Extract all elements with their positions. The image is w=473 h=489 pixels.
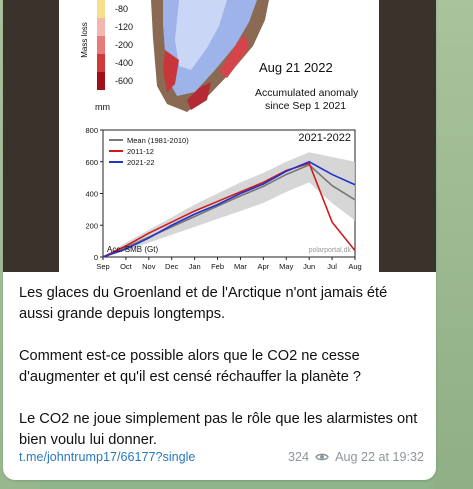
legend-tick: -400 — [115, 58, 134, 68]
post-link[interactable]: t.me/johntrump17/66177?single — [19, 450, 196, 464]
x-tick-label: Nov — [142, 262, 156, 271]
map-subtitle-2: since Sep 1 2021 — [265, 100, 347, 112]
x-tick-label: Oct — [120, 262, 132, 271]
caption-paragraph: Le CO2 ne joue simplement pas le rôle que les alarmistes ont bien voulu lui donner. — [19, 411, 418, 448]
chat-background-right — [433, 0, 473, 489]
y-tick-label: 0 — [93, 253, 98, 262]
y-tick-label: 200 — [85, 221, 98, 231]
x-tick-label: Feb — [211, 262, 225, 271]
post-caption — [19, 283, 424, 451]
x-tick-label: Aug — [348, 262, 362, 271]
legend-unit: mm — [95, 102, 110, 112]
figure-svg — [59, 0, 379, 272]
legend-label: 2011-12 — [127, 147, 154, 156]
caption-paragraph: Comment est-ce possible alors que le CO2 ne cesse d'augmenter et qu'il est censé réchauffer la planète ? — [19, 348, 361, 385]
legend-tick: -80 — [115, 4, 129, 14]
chart-title: 2021-2022 — [298, 132, 351, 144]
legend-label: 2021-22 — [127, 158, 155, 167]
message-card[interactable] — [3, 0, 436, 480]
post-image[interactable] — [3, 0, 436, 272]
y-tick-label: 800 — [85, 126, 98, 135]
view-count: 324 — [288, 450, 310, 464]
x-tick-label: Dec — [165, 262, 179, 271]
x-tick-label: Jul — [327, 262, 337, 271]
legend-swatch — [97, 72, 105, 90]
watermark: polarportal.dk — [308, 247, 351, 254]
caption-paragraph: Les glaces du Groenland et de l'Arctique n'ont jamais été aussi grande depuis longtemps. — [19, 285, 388, 322]
legend-swatch — [97, 0, 105, 18]
y-tick-label: 600 — [85, 157, 98, 167]
legend-swatch — [97, 36, 105, 54]
map-subtitle-1: Accumulated anomaly — [255, 87, 359, 99]
greenland-figure — [59, 0, 379, 272]
legend-swatch — [97, 54, 105, 72]
legend-tick: -600 — [115, 76, 134, 86]
x-tick-label: May — [279, 262, 294, 271]
y-tick-label: 400 — [85, 189, 98, 199]
legend-tick: -120 — [115, 22, 134, 32]
message-footer — [19, 450, 424, 468]
legend-tick: -200 — [115, 40, 134, 50]
y-axis-label: Acc. SMB (Gt) — [107, 245, 159, 254]
x-tick-label: Apr — [257, 262, 270, 271]
message-meta — [288, 450, 424, 464]
x-tick-label: Jun — [303, 262, 316, 271]
x-tick-label: Sep — [96, 262, 110, 271]
eye-icon — [315, 452, 329, 462]
legend-label: Mean (1981-2010) — [127, 136, 189, 145]
map-date: Aug 21 2022 — [259, 60, 333, 75]
legend-title: Mass loss — [80, 22, 89, 58]
x-tick-label: Mar — [233, 262, 247, 271]
legend-swatch — [97, 18, 105, 36]
x-tick-label: Jan — [188, 262, 201, 271]
message-timestamp: Aug 22 at 19:32 — [335, 450, 424, 464]
smb-chart — [85, 126, 361, 271]
